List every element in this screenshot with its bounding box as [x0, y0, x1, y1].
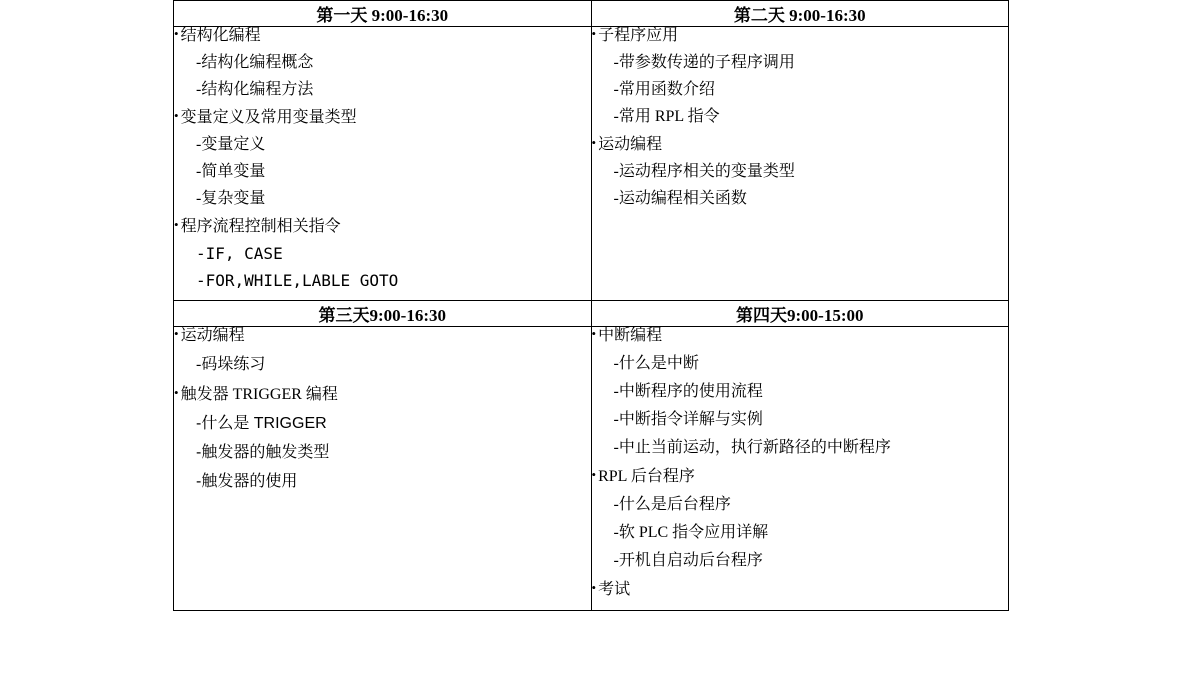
list-item: -什么是后台程序 — [613, 496, 731, 513]
list-item: -运动编程相关函数 — [613, 190, 747, 207]
day4-header-cell — [591, 301, 1009, 327]
list-item: -带参数传递的子程序调用 — [613, 54, 795, 71]
list-item: -什么是中断 — [613, 355, 699, 372]
day4-title: 第四天9:00-15:00 — [736, 306, 864, 325]
list-item: -变量定义 — [196, 136, 266, 153]
list-item: -结构化编程概念 — [196, 54, 314, 71]
day3-content-cell — [174, 327, 592, 611]
list-item: -FOR,WHILE,LABLE GOTO — [196, 271, 399, 290]
list-item: -运动程序相关的变量类型 — [613, 163, 795, 180]
day1-topic-list — [174, 27, 591, 289]
list-item: -什么是 TRIGGER — [196, 415, 327, 432]
list-item: -简单变量 — [196, 163, 266, 180]
list-item: • 运动编程 — [174, 327, 591, 344]
day3-topic-list — [174, 327, 591, 490]
day3-header-cell — [174, 301, 592, 327]
day2-header-cell — [591, 1, 1009, 27]
day4-topic-list — [592, 327, 1009, 598]
list-item: -常用函数介绍 — [613, 81, 715, 98]
list-item: -中断指令详解与实例 — [613, 411, 763, 428]
list-item: -软 PLC 指令应用详解 — [613, 524, 769, 541]
table-body-row-1 — [174, 27, 1009, 301]
day1-title: 第一天 9:00-16:30 — [316, 6, 449, 25]
training-schedule-table — [173, 0, 1009, 611]
list-item: • RPL 后台程序 — [592, 468, 1009, 485]
list-item: • 中断编程 — [592, 327, 1009, 344]
day1-content-cell — [174, 27, 592, 301]
list-item: -触发器的触发类型 — [196, 444, 330, 461]
list-item: -常用 RPL 指令 — [613, 108, 720, 125]
list-item: • 子程序应用 — [592, 27, 1009, 44]
list-item: -复杂变量 — [196, 190, 266, 207]
day3-title: 第三天9:00-16:30 — [318, 306, 446, 325]
day2-title: 第二天 9:00-16:30 — [733, 6, 866, 25]
list-item: -IF, CASE — [196, 244, 283, 263]
table-header-row-2 — [174, 301, 1009, 327]
table-header-row-1 — [174, 1, 1009, 27]
list-item: • 结构化编程 — [174, 27, 591, 44]
list-item: -开机自启动后台程序 — [613, 552, 763, 569]
list-item: -触发器的使用 — [196, 473, 298, 490]
day4-content-cell — [591, 327, 1009, 611]
day2-topic-list — [592, 27, 1009, 207]
table-body-row-2 — [174, 327, 1009, 611]
list-item: • 运动编程 — [592, 136, 1009, 153]
list-item: • 变量定义及常用变量类型 — [174, 109, 591, 126]
list-item: • 考试 — [592, 581, 1009, 598]
list-item: -中断程序的使用流程 — [613, 383, 763, 400]
day2-content-cell — [591, 27, 1009, 301]
list-item: • 触发器 TRIGGER 编程 — [174, 386, 591, 403]
list-item: • 程序流程控制相关指令 — [174, 218, 591, 235]
day1-header-cell — [174, 1, 592, 27]
list-item: -结构化编程方法 — [196, 81, 314, 98]
list-item: -中止当前运动，执行新路径的中断程序 — [613, 439, 891, 456]
list-item: -码垛练习 — [196, 356, 266, 373]
